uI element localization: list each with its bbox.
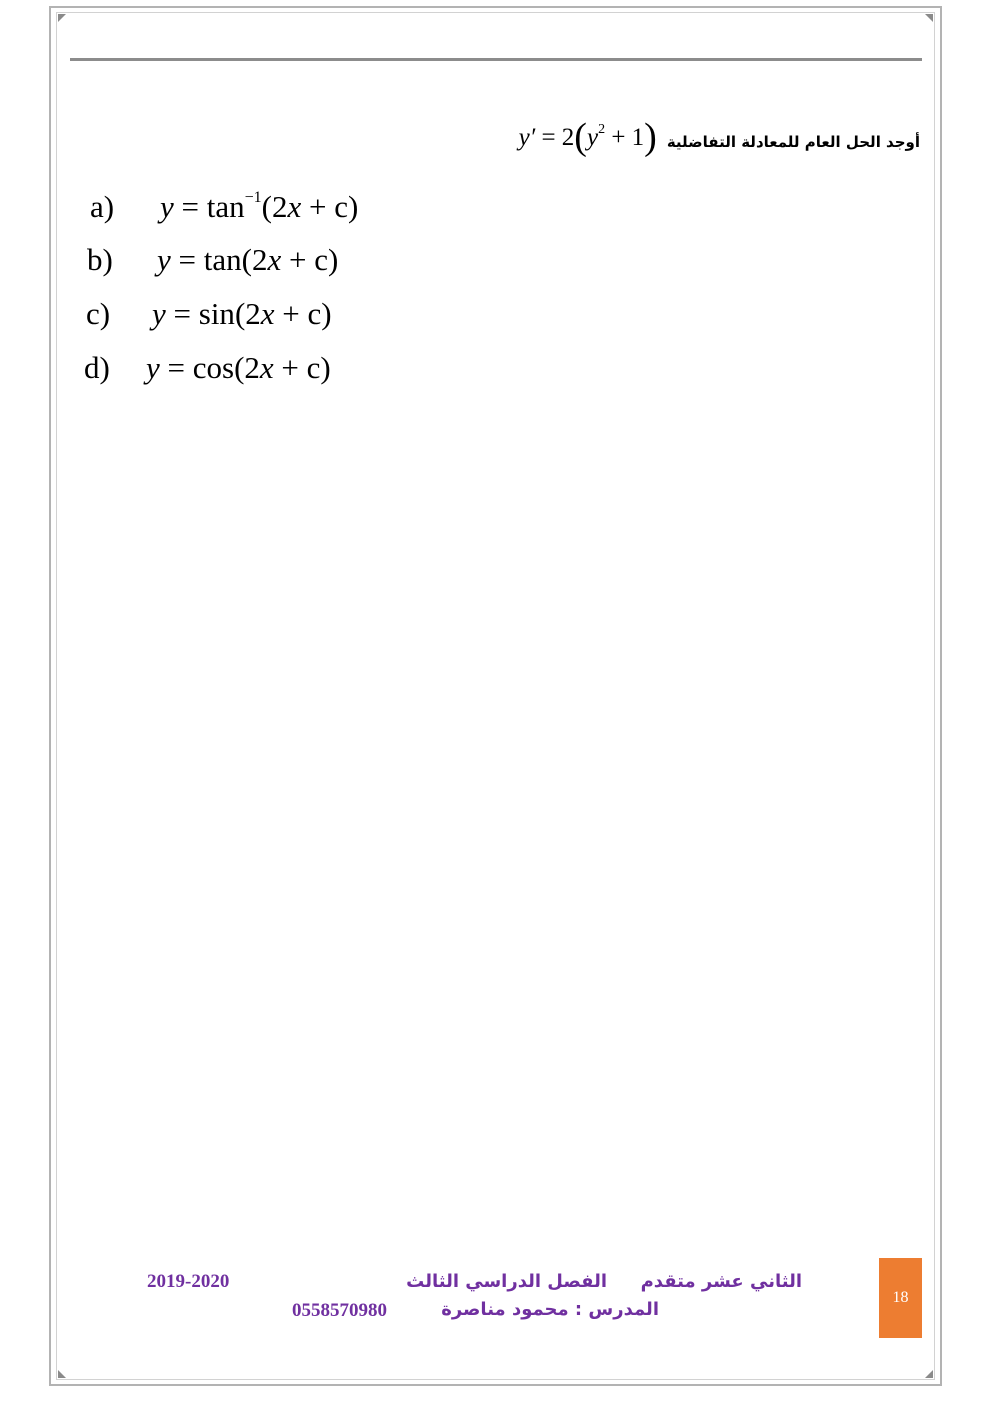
question-equation: [519, 118, 657, 156]
footer-year: 2019-2020: [147, 1271, 230, 1292]
corner-ornament-top-right: [925, 14, 933, 22]
equation-y: y: [586, 124, 599, 151]
equation-rest: + 1: [611, 124, 645, 151]
corner-ornament-bottom-right: [925, 1370, 933, 1378]
equation-lhs: y′: [518, 124, 536, 151]
option-letter: a): [90, 189, 115, 224]
paren-open: (: [574, 116, 587, 158]
header-rule: [70, 58, 922, 61]
option-arg-open: (2: [261, 189, 288, 224]
option-func: = sin: [173, 296, 235, 331]
question: [519, 118, 920, 156]
option-func: = cos: [167, 350, 235, 385]
option-x: x: [287, 189, 302, 224]
option-a[interactable]: [90, 190, 358, 222]
corner-ornament-top-left: [58, 14, 66, 22]
option-func: = tan: [178, 242, 242, 277]
option-x: x: [260, 296, 275, 331]
option-y: y: [157, 242, 171, 277]
equation-eq: = 2: [541, 124, 575, 151]
corner-ornament-bottom-left: [58, 1370, 66, 1378]
option-x: x: [259, 350, 274, 385]
option-y: y: [152, 296, 166, 331]
option-d[interactable]: [84, 352, 331, 383]
option-y: y: [160, 189, 174, 224]
option-b[interactable]: [87, 244, 338, 275]
option-letter: c): [86, 296, 111, 331]
option-letter: b): [87, 242, 113, 277]
option-x: x: [267, 242, 282, 277]
footer-grade: الثاني عشر متقدم: [640, 1271, 802, 1292]
option-arg-close: + c): [288, 242, 339, 277]
option-c[interactable]: [86, 298, 332, 329]
footer-phone: 0558570980: [292, 1300, 387, 1321]
footer-teacher: المدرس : محمود مناصرة: [441, 1299, 659, 1320]
option-arg-close: + c): [282, 296, 332, 331]
option-letter: d): [84, 350, 110, 385]
option-arg-open: (2: [234, 296, 261, 331]
equation-exponent: 2: [598, 122, 606, 137]
option-sup: −1: [244, 189, 262, 206]
option-func: = tan: [181, 189, 245, 224]
option-arg-open: (2: [234, 350, 260, 385]
option-arg-open: (2: [241, 242, 268, 277]
option-y: y: [146, 350, 160, 385]
option-arg-close: + c): [309, 189, 359, 224]
question-text: أوجد الحل العام للمعادلة التفاضلية: [666, 133, 920, 151]
page-number-badge: [879, 1258, 922, 1338]
page-number: 18: [892, 1289, 909, 1306]
footer-term: الفصل الدراسي الثالث: [406, 1271, 607, 1292]
option-arg-close: + c): [281, 350, 331, 385]
paren-close: ): [644, 116, 657, 158]
